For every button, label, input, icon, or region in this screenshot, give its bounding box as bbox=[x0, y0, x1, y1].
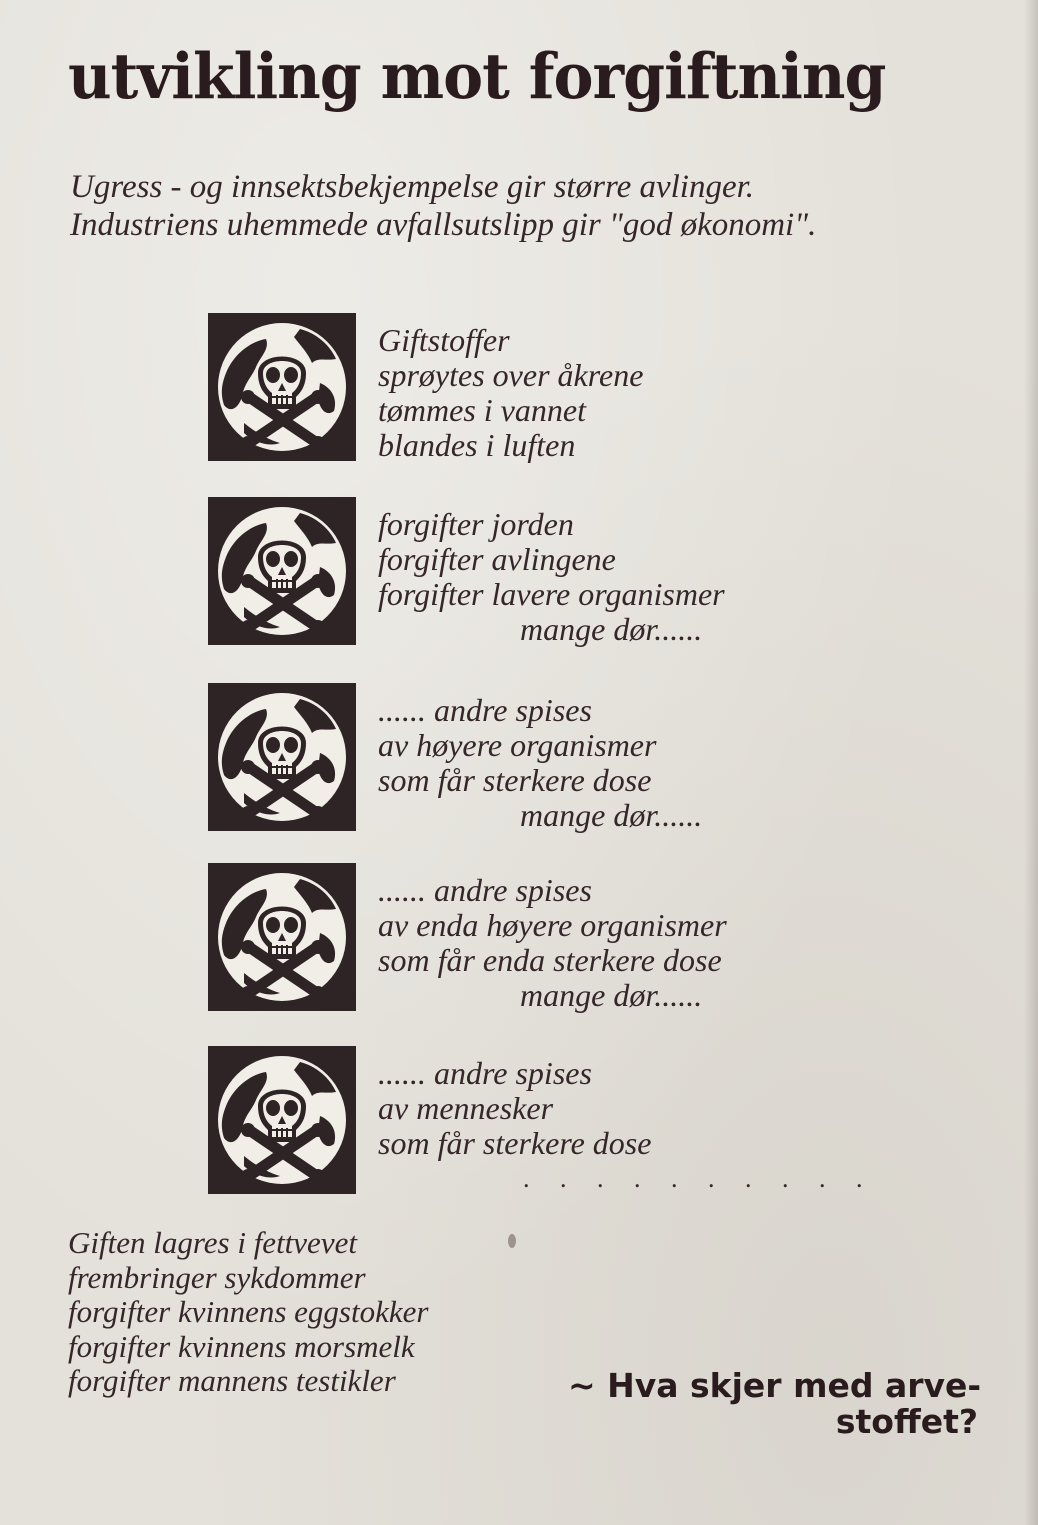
verse-line: tømmes i vannet bbox=[378, 392, 586, 428]
verse-block bbox=[208, 313, 828, 463]
page-edge-shadow bbox=[1024, 0, 1038, 1525]
verse-line: ...... andre spises bbox=[378, 692, 592, 728]
verse-line: som får enda sterkere dose bbox=[378, 942, 722, 978]
verse-line: forgifter lavere organismer bbox=[378, 576, 725, 612]
skull-globe-icon bbox=[208, 313, 356, 461]
verse-line: av høyere organismer bbox=[378, 727, 657, 763]
verse-tail: mange dør...... bbox=[520, 797, 703, 833]
intro-text bbox=[70, 168, 816, 244]
verse-tail: mange dør...... bbox=[520, 977, 703, 1013]
page-title: utvikling mot forgiftning bbox=[68, 40, 886, 114]
intro-line: Ugress - og innsektsbekjempelse gir større avlinger. bbox=[70, 169, 755, 205]
verse-text bbox=[378, 873, 727, 1013]
question-line: stoffet? bbox=[835, 1402, 978, 1441]
verse-text bbox=[378, 693, 702, 833]
verse-line: forgifter avlingene bbox=[378, 541, 616, 577]
verse-text bbox=[378, 1056, 875, 1196]
verse-line: av mennesker bbox=[378, 1090, 554, 1126]
closing-line: forgifter kvinnens eggstokker bbox=[68, 1294, 429, 1329]
verse-line: sprøytes over åkrene bbox=[378, 357, 644, 393]
intro-line: Industriens uhemmede avfallsutslipp gir "god økonomi". bbox=[70, 207, 817, 243]
verse-block bbox=[208, 683, 828, 833]
verse-text bbox=[378, 323, 643, 463]
closing-line: forgifter mannens testikler bbox=[68, 1363, 396, 1398]
verse-text bbox=[378, 507, 725, 647]
skull-globe-icon bbox=[208, 683, 356, 831]
verse-line: forgifter jorden bbox=[378, 506, 574, 542]
closing-line: forgifter kvinnens morsmelk bbox=[68, 1328, 415, 1364]
verse-line: ...... andre spises bbox=[378, 1055, 592, 1091]
verse-line: Giftstoffer bbox=[378, 322, 510, 358]
question-line: ~ Hva skjer med arve- bbox=[568, 1366, 982, 1405]
verse-line: ...... andre spises bbox=[378, 872, 592, 908]
skull-globe-icon bbox=[208, 863, 356, 1011]
verse-line: som får sterkere dose bbox=[378, 1125, 652, 1161]
closing-line: frembringer sykdommer bbox=[68, 1259, 366, 1295]
closing-line: Giften lagres i fettvevet bbox=[68, 1225, 357, 1260]
verse-line: som får sterkere dose bbox=[378, 762, 652, 798]
verse-block bbox=[208, 497, 828, 647]
closing-question bbox=[568, 1368, 998, 1440]
closing-text bbox=[68, 1226, 428, 1399]
verse-block bbox=[208, 863, 828, 1013]
verse-block bbox=[208, 1046, 875, 1196]
verse-line: av enda høyere organismer bbox=[378, 907, 727, 943]
verse-tail: . . . . . . . . . . bbox=[523, 1164, 875, 1193]
paper-speck bbox=[508, 1234, 516, 1248]
skull-globe-icon bbox=[208, 497, 356, 645]
verse-line: blandes i luften bbox=[378, 427, 576, 463]
skull-globe-icon bbox=[208, 1046, 356, 1194]
verse-tail: mange dør...... bbox=[520, 611, 703, 647]
